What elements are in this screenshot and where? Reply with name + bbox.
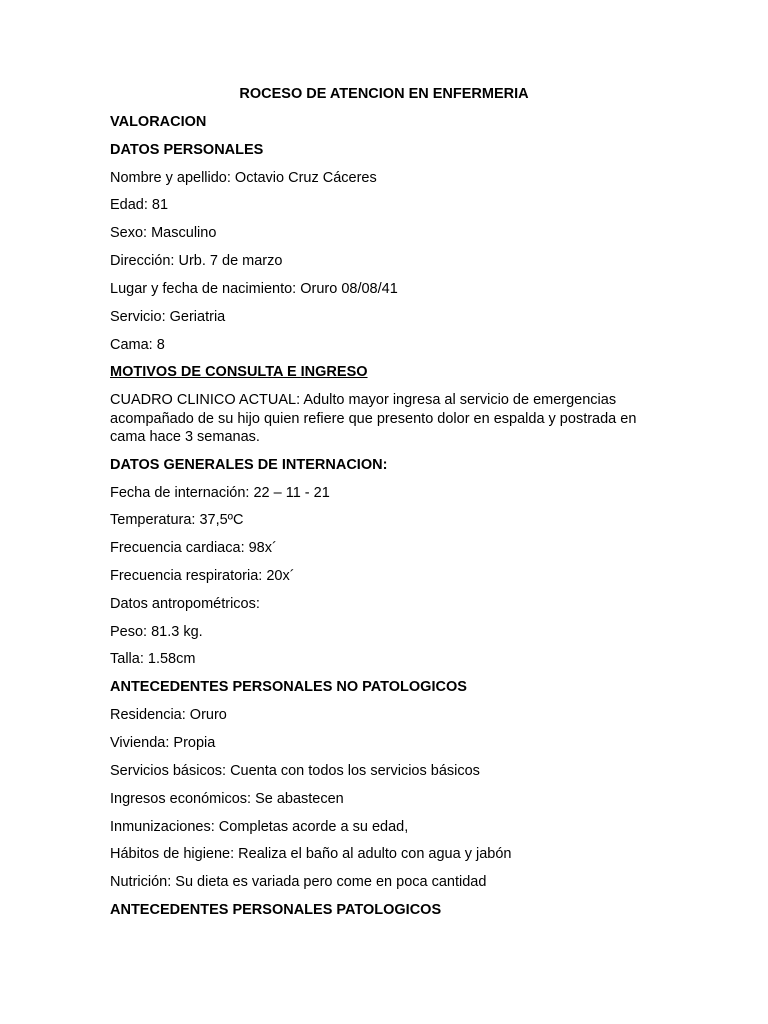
field-ingresos: Ingresos económicos: Se abastecen — [110, 791, 344, 807]
field-higiene: Hábitos de higiene: Realiza el baño al adulto con agua y jabón — [110, 846, 512, 862]
field-sexo: Sexo: Masculino — [110, 225, 217, 241]
heading-internacion: DATOS GENERALES DE INTERNACION: — [110, 457, 388, 473]
paragraph-cuadro-clinico: CUADRO CLINICO ACTUAL: Adulto mayor ingresa al servicio de emergencias acompañado de su hijo quien refiere que presento dolor en espalda y postrada en cama hace 3 semanas. — [110, 392, 637, 445]
field-nombre: Nombre y apellido: Octavio Cruz Cáceres — [110, 170, 377, 186]
field-servicios-basicos: Servicios básicos: Cuenta con todos los servicios básicos — [110, 763, 480, 779]
field-fecha-internacion: Fecha de internación: 22 – 11 - 21 — [110, 485, 330, 501]
heading-no-patologicos: ANTECEDENTES PERSONALES NO PATOLOGICOS — [110, 679, 467, 695]
field-frecuencia-respiratoria: Frecuencia respiratoria: 20x´ — [110, 568, 295, 584]
field-peso: Peso: 81.3 kg. — [110, 624, 203, 640]
heading-datos-personales: DATOS PERSONALES — [110, 142, 264, 158]
field-edad: Edad: 81 — [110, 197, 169, 213]
field-direccion: Dirección: Urb. 7 de marzo — [110, 253, 283, 269]
document-title: ROCESO DE ATENCION EN ENFERMERIA — [239, 86, 529, 102]
heading-motivos: MOTIVOS DE CONSULTA E INGRESO — [110, 364, 368, 380]
field-cama: Cama: 8 — [110, 337, 165, 353]
section-valoracion: VALORACION — [110, 114, 207, 130]
field-talla: Talla: 1.58cm — [110, 651, 196, 667]
field-residencia: Residencia: Oruro — [110, 707, 227, 723]
field-inmunizaciones: Inmunizaciones: Completas acorde a su edad, — [110, 819, 409, 835]
field-nutricion: Nutrición: Su dieta es variada pero come en poca cantidad — [110, 874, 487, 890]
field-nacimiento: Lugar y fecha de nacimiento: Oruro 08/08/41 — [110, 281, 398, 297]
field-vivienda: Vivienda: Propia — [110, 735, 216, 751]
field-servicio: Servicio: Geriatria — [110, 309, 226, 325]
field-antropometricos: Datos antropométricos: — [110, 596, 260, 612]
field-temperatura: Temperatura: 37,5ºC — [110, 512, 244, 528]
heading-patologicos: ANTECEDENTES PERSONALES PATOLOGICOS — [110, 902, 442, 918]
field-frecuencia-cardiaca: Frecuencia cardiaca: 98x´ — [110, 540, 277, 556]
